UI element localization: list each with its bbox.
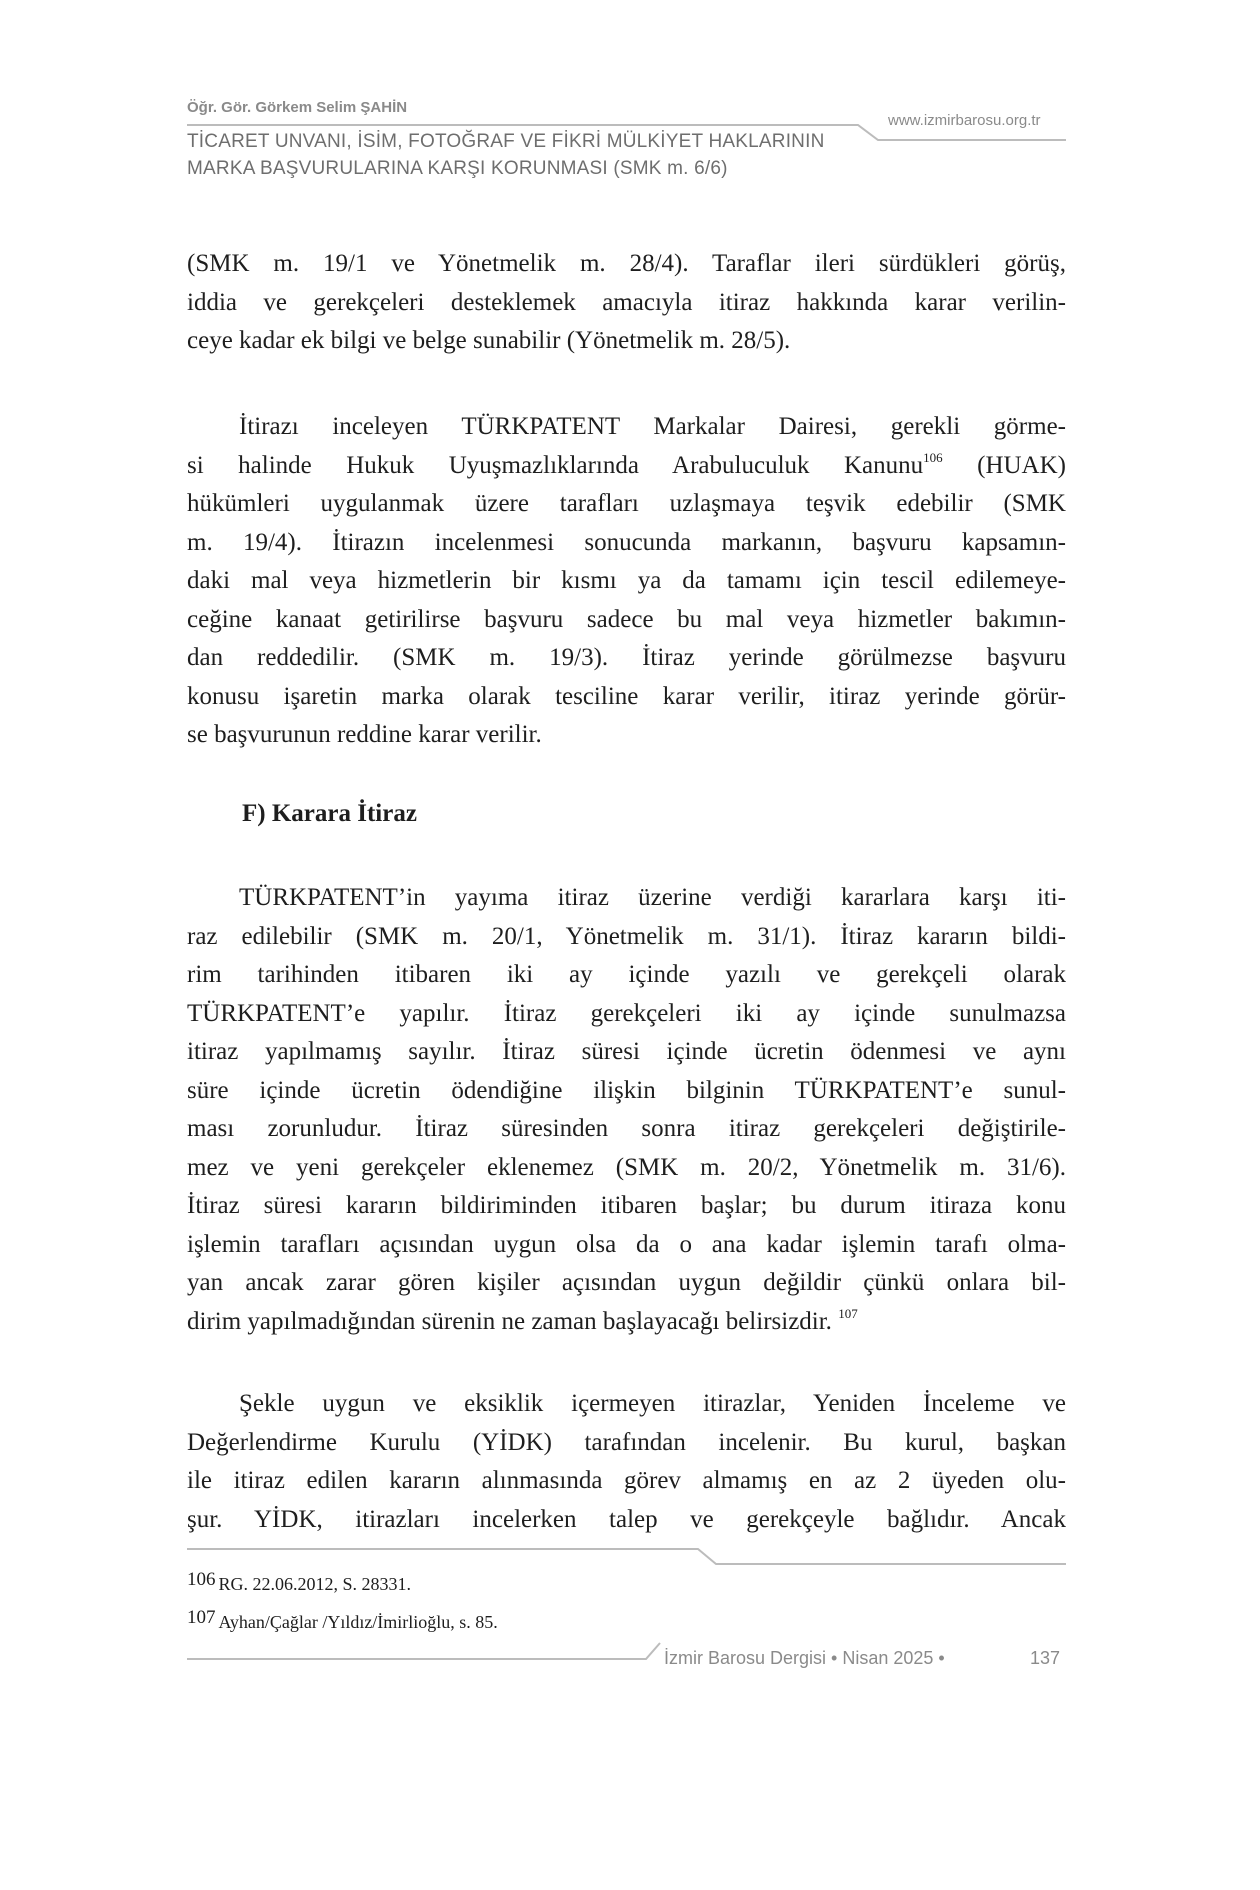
text-line: işlemin tarafları açısından uygun olsa da o ana kadar işlemin tarafı olma-: [187, 1230, 1066, 1258]
text-line: hükümleri uygulanmak üzere tarafları uzlaşmaya teşvik edebilir (SMK: [187, 490, 1066, 517]
text-line: süre içinde ücretin ödendiğine ilişkin bilginin TÜRKPATENT’e sunul-: [187, 1076, 1066, 1104]
journal-footer: İzmir Barosu Dergisi • Nisan 2025 •: [664, 1648, 945, 1668]
paragraph-4: [187, 1385, 1066, 1539]
text-line: itiraz yapılmamış sayılır. İtiraz süresi içinde ücretin ödenmesi ve aynı: [187, 1038, 1066, 1065]
text-line: ceye kadar ek bilgi ve belge sunabilir (Yönetmelik m. 28/5).: [187, 327, 791, 354]
paragraph-3: [187, 879, 1066, 1341]
author-name: Öğr. Gör. Görkem Selim ŞAHİN: [187, 99, 408, 116]
text-line: yan ancak zarar gören kişiler açısından uygun değildir çünkü onlara bil-: [187, 1269, 1066, 1296]
text-line: ile itiraz edilen kararın alınmasında görev almamış en az 2 üyeden olu-: [187, 1467, 1066, 1494]
article-title: [187, 128, 825, 182]
text-line: şur. YİDK, itirazları incelerken talep ve gerekçeyle bağlıdır. Ancak: [187, 1505, 1066, 1533]
footnote-ref-107[interactable]: 107: [838, 1305, 858, 1321]
text-line: daki mal veya hizmetlerin bir kısmı ya da tamamı için tescil edilemeye-: [187, 567, 1066, 594]
text: dirim yapılmadığından sürenin ne zaman başlayacağı belirsizdir.: [187, 1307, 839, 1335]
text: si halinde Hukuk Uyuşmazlıklarında Arabuluculuk Kanunu: [187, 451, 924, 479]
footnote-ref-106[interactable]: 106: [923, 449, 943, 465]
text-line: TÜRKPATENT’e yapılır. İtiraz gerekçeleri iki ay içinde sunulmazsa: [187, 999, 1066, 1027]
text-line: raz edilebilir (SMK m. 20/1, Yönetmelik m. 31/1). İtiraz kararın bildi-: [187, 922, 1066, 950]
text-line: se başvurunun reddine karar verilir.: [187, 721, 542, 748]
page-number: 137: [1030, 1648, 1061, 1668]
text-line: İtiraz süresi kararın bildiriminden itibaren başlar; bu durum itiraza konu: [187, 1192, 1066, 1219]
footnote-107: [187, 1607, 498, 1634]
paragraph-1: [187, 245, 1066, 361]
text-line: m. 19/4). İtirazın incelenmesi sonucunda markanın, başvuru kapsamın-: [187, 528, 1066, 556]
text: (HUAK): [942, 451, 1066, 479]
text-line: iddia ve gerekçeleri desteklemek amacıyla itiraz hakkında karar verilin-: [187, 288, 1066, 316]
text-line: konusu işaretin marka olarak tesciline karar verilir, itiraz yerinde görür-: [187, 682, 1066, 710]
footnote-separator: [187, 1549, 1066, 1564]
text-line: [187, 447, 1066, 486]
title-line: TİCARET UNVANI, İSİM, FOTOĞRAF VE FİKRİ MÜLKİYET HAKLARININ: [187, 131, 825, 152]
title-line: MARKA BAŞVURULARINA KARŞI KORUNMASI (SMK m. 6/6): [187, 158, 728, 179]
footnote-number: 106: [187, 1569, 216, 1590]
text-line: ceğine kanaat getirilirse başvuru sadece bu mal veya hizmetler bakımın-: [187, 605, 1066, 633]
text-line: Değerlendirme Kurulu (YİDK) tarafından incelenir. Bu kurul, başkan: [187, 1428, 1066, 1456]
text-line: İtirazı inceleyen TÜRKPATENT Markalar Dairesi, gerekli görme-: [239, 413, 1066, 440]
text-line: Şekle uygun ve eksiklik içermeyen itirazlar, Yeniden İnceleme ve: [239, 1390, 1066, 1417]
website-link[interactable]: www.izmirbarosu.org.tr: [888, 112, 1041, 129]
footnote-106: [187, 1569, 412, 1596]
text-line: dan reddedilir. (SMK m. 19/3). İtiraz yerinde görülmezse başvuru: [187, 644, 1066, 671]
text-line: ması zorunludur. İtiraz süresinden sonra itiraz gerekçeleri değiştirile-: [187, 1115, 1066, 1142]
footnote-number: 107: [187, 1607, 216, 1628]
text-line: TÜRKPATENT’in yayıma itiraz üzerine verdiği kararlara karşı iti-: [239, 884, 1066, 911]
footnote-text: RG. 22.06.2012, S. 28331.: [218, 1574, 412, 1594]
text-line: mez ve yeni gerekçeler eklenemez (SMK m. 20/2, Yönetmelik m. 31/6).: [187, 1153, 1066, 1181]
text-line: (SMK m. 19/1 ve Yönetmelik m. 28/4). Taraflar ileri sürdükleri görüş,: [187, 250, 1066, 277]
footnote-text: Ayhan/Çağlar /Yıldız/İmirlioğlu, s. 85.: [218, 1612, 498, 1632]
paragraph-2: [187, 408, 1066, 755]
footer-rule: [187, 1643, 660, 1659]
section-heading: F) Karara İtiraz: [242, 800, 417, 827]
text-line: rim tarihinden itibaren iki ay içinde yazılı ve gerekçeli olarak: [187, 961, 1066, 988]
text-line: [187, 1303, 1066, 1342]
